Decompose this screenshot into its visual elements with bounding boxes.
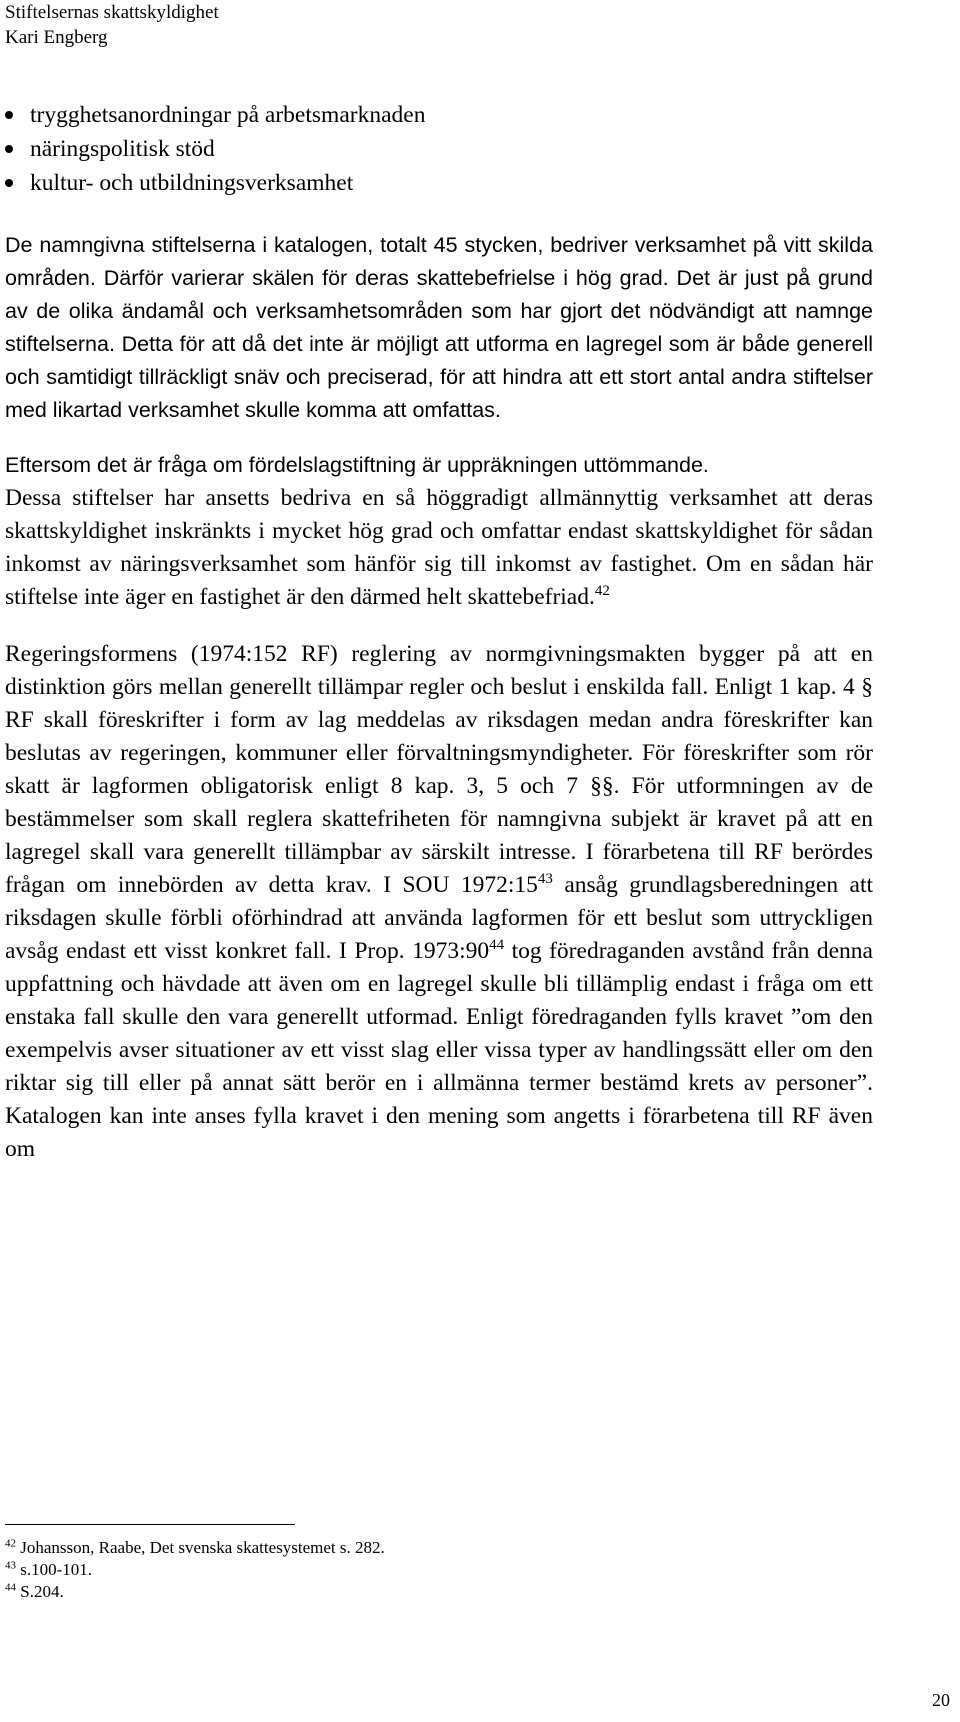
paragraph-text: Eftersom det är fråga om fördelslagstiftning är uppräkningen uttömmande. <box>5 453 709 477</box>
document-title: Stiftelsernas skattskyldighet <box>5 2 219 23</box>
footnote-ref[interactable]: 44 <box>489 937 505 954</box>
footnote-item <box>5 1559 905 1581</box>
paragraph-fordelslagstiftning <box>5 449 873 482</box>
list-item: kultur- och utbildningsverksamhet <box>5 166 873 200</box>
footnote-item <box>5 1537 905 1559</box>
footnote-number: 42 <box>5 1537 16 1550</box>
paragraph-hoggradigt <box>5 482 873 614</box>
footnote-number: 44 <box>5 1581 16 1594</box>
footnote-divider <box>5 1524 295 1525</box>
paragraph-text: Dessa stiftelser har ansetts bedriva en så höggradigt allmännyttig verksamhet att deras skattskyldighet inskränkts i mycket hög grad och omfattar endast skattskyldighet för sådan inkomst av näringsverksamhet som hänför sig till inkomst av fastighet. Om en sådan här stiftelse inte äger en fastighet är den därmed helt skattebefriad. <box>5 485 873 610</box>
footnote-text: s.100-101. <box>20 1560 93 1579</box>
footnote-text: S.204. <box>20 1582 64 1601</box>
page-number: 20 <box>932 1690 950 1710</box>
footnote-text: Johansson, Raabe, Det svenska skattesystemet s. 282. <box>20 1538 385 1557</box>
document-author: Kari Engberg <box>5 27 108 48</box>
paragraph-text: ansåg grundlagsberedningen att riksdagen skulle förbli oförhindrad att använda lagformen för ett beslut som uttryckligen avsåg endast ett visst konkret fall. I Prop. 1973:90 <box>5 872 873 964</box>
paragraph-text: tog föredraganden avstånd från denna uppfattning och hävdade att även om en lagregel skulle bli tillämplig endast i fråga om ett enstaka fall skulle den vara generellt utformad. Enligt föredraganden fylls kravet ”om den exempelvis avser situationer av ett visst slag eller vissa typer av handlingssätt eller om den riktar sig till eller på annat sätt berör en i allmänna termer bestämd krets av personer”. Katalogen kan inte anses fylla kravet i den mening som angetts i förarbetena till RF även om <box>5 938 873 1162</box>
page-header <box>5 0 219 50</box>
list-item: trygghetsanordningar på arbetsmarknaden <box>5 98 873 132</box>
footnote-ref[interactable]: 42 <box>594 583 610 600</box>
footnotes <box>5 1524 905 1603</box>
list-item: näringspolitisk stöd <box>5 132 873 166</box>
paragraph-regeringsformen <box>5 638 873 1166</box>
main-content <box>5 98 873 1166</box>
paragraph-katalogen: De namngivna stiftelserna i katalogen, totalt 45 stycken, bedriver verksamhet på vitt skilda områden. Därför varierar skälen för deras skattebefrielse i hög grad. Det är just på grund av de olika ändamål och verksamhetsområden som har gjort det nödvändigt att namnge stiftelserna. Detta för att då det inte är möjligt att utforma en lagregel som är både generell och samtidigt tillräckligt snäv och preciserad, för att hindra att ett stort antal andra stiftelser med likartad verksamhet skulle komma att omfattas. <box>5 233 873 422</box>
bullet-list <box>5 98 873 200</box>
paragraph-text: Regeringsformens (1974:152 RF) reglering av normgivningsmakten bygger på att en distinktion görs mellan generellt tillämpar regler och beslut i enskilda fall. Enligt 1 kap. 4 § RF skall föreskrifter i form av lag meddelas av riksdagen medan andra föreskrifter kan beslutas av regeringen, kommuner eller förvaltningsmyndigheter. För föreskrifter som rör skatt är lagformen obligatorisk enligt 8 kap. 3, 5 och 7 §§. För utformningen av de bestämmelser som skall reglera skattefriheten för namngivna subjekt är kravet på att en lagregel skall vara generellt tillämpbar av särskilt intresse. I förarbetena till RF berördes frågan om innebörden av detta krav. I SOU 1972:15 <box>5 641 873 898</box>
footnote-number: 43 <box>5 1559 16 1572</box>
footnote-item <box>5 1581 905 1603</box>
footnote-ref[interactable]: 43 <box>537 871 553 888</box>
